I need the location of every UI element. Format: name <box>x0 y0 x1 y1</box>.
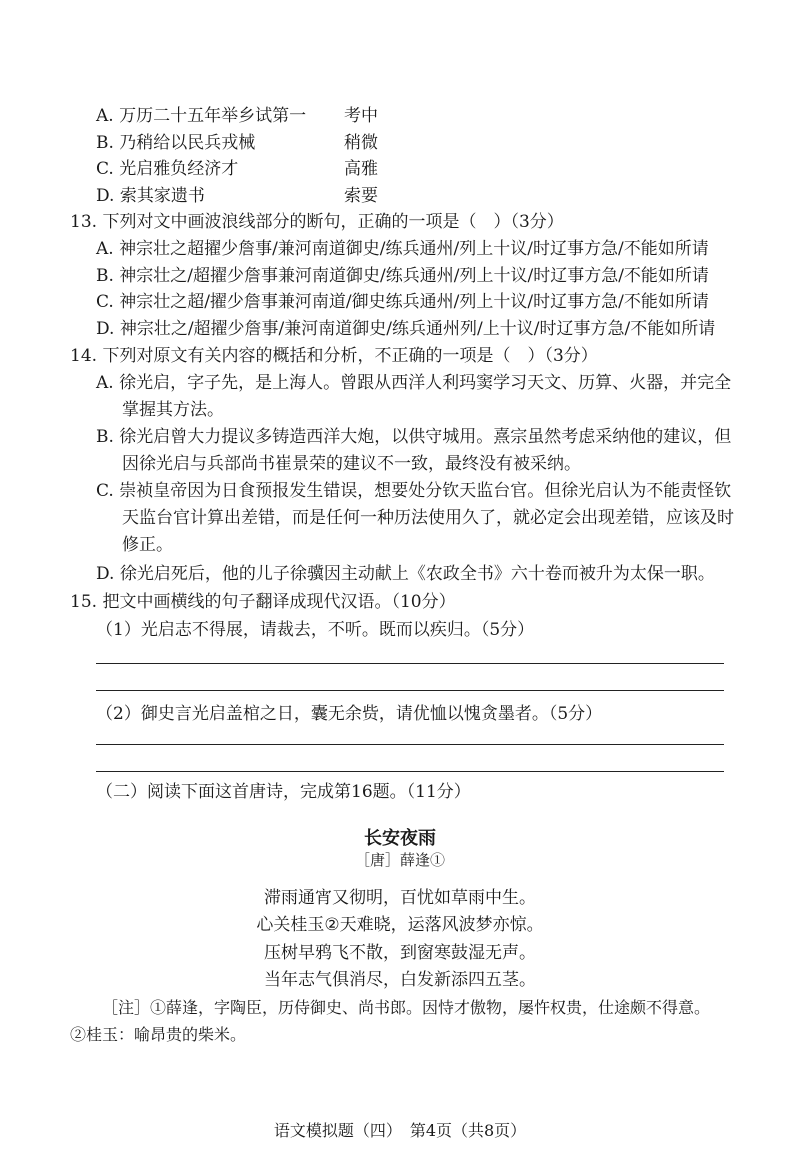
q14-option-a-line2: 掌握其方法。 <box>122 400 224 420</box>
q12-option-c-meaning: 高雅 <box>344 159 378 179</box>
answer-line[interactable] <box>96 663 724 664</box>
q12-option-c-text: C. 光启雅负经济才 <box>96 159 239 179</box>
q13-option-d: D. 神宗壮之/超擢少詹事/兼河南道御史/练兵通州列/上十议/时辽事方急/不能如所请 <box>96 319 716 339</box>
poem-line-4: 当年志气俱消尽，白发新添四五茎。 <box>264 970 536 990</box>
answer-line[interactable] <box>96 744 724 745</box>
q13-stem: 13. 下列对文中画波浪线部分的断句，正确的一项是（ ）（3分） <box>70 212 564 232</box>
q14-option-b-line1: B. 徐光启曾大力提议多铸造西洋大炮，以供守城用。熹宗虽然考虑采纳他的建议，但 <box>96 427 732 447</box>
q14-option-d: D. 徐光启死后，他的儿子徐骥因主动献上《农政全书》六十卷而被升为太保一职。 <box>96 564 715 584</box>
poem-title: 长安夜雨 <box>364 828 436 849</box>
poem-note-1: ［注］①薛逢，字陶臣，历侍御史、尚书郎。因恃才傲物，屡忤权贵，仕途颇不得意。 <box>102 998 711 1017</box>
q13-option-a: A. 神宗壮之超擢少詹事/兼河南道御史/练兵通州/列上十议/时辽事方急/不能如所请 <box>96 239 709 259</box>
poem-line-1: 滞雨通宵又彻明，百忧如草雨中生。 <box>264 888 536 908</box>
answer-line[interactable] <box>96 771 724 772</box>
q14-stem: 14. 下列对原文有关内容的概括和分析，不正确的一项是（ ）（3分） <box>70 346 598 366</box>
q14-option-c-line2: 天监台官计算出差错，而是任何一种历法使用久了，就必定会出现差错，应该及时 <box>122 508 734 528</box>
q15-sub1: （1）光启志不得展，请裁去，不听。既而以疾归。（5分） <box>96 620 535 640</box>
section-heading: （二）阅读下面这首唐诗，完成第16题。（11分） <box>96 782 471 802</box>
q13-option-b: B. 神宗壮之/超擢少詹事兼河南道御史/练兵通州/列上十议/时辽事方急/不能如所请 <box>96 266 709 286</box>
q14-option-a-line1: A. 徐光启，字子先，是上海人。曾跟从西洋人利玛窦学习天文、历算、火器，并完全 <box>96 373 732 393</box>
q12-option-b-text: B. 乃稍给以民兵戎械 <box>96 133 256 153</box>
q12-option-b-meaning: 稍微 <box>344 133 378 153</box>
poem-line-3: 压树早鸦飞不散，到窗寒鼓湿无声。 <box>264 943 536 963</box>
q12-option-d-meaning: 索要 <box>344 186 378 206</box>
q15-stem: 15. 把文中画横线的句子翻译成现代汉语。（10分） <box>70 592 456 612</box>
answer-line[interactable] <box>96 690 724 691</box>
q13-option-c: C. 神宗壮之超/擢少詹事兼河南道/御史练兵通州/列上十议/时辽事方急/不能如所请 <box>96 292 709 312</box>
q14-option-c-line3: 修正。 <box>122 535 173 555</box>
q15-sub2: （2）御史言光启盖棺之日，囊无余赀，请优恤以愧贪墨者。（5分） <box>96 704 603 724</box>
poem-note-2: ②桂玉：喻昂贵的柴米。 <box>70 1025 247 1044</box>
poem-author: ［唐］薛逢① <box>354 851 445 869</box>
q12-option-d-text: D. 索其家遗书 <box>96 186 205 206</box>
q12-option-a-text: A. 万历二十五年举乡试第一 <box>96 106 307 126</box>
poem-line-2: 心关桂玉②天难晓，运落风波梦亦惊。 <box>256 915 544 935</box>
q14-option-b-line2: 因徐光启与兵部尚书崔景荣的建议不一致，最终没有被采纳。 <box>122 454 581 474</box>
q14-option-c-line1: C. 崇祯皇帝因为日食预报发生错误，想要处分钦天监台官。但徐光启认为不能责怪钦 <box>96 481 732 501</box>
q12-option-a-meaning: 考中 <box>344 106 378 126</box>
page-footer: 语文模拟题（四） 第4页（共8页） <box>273 1121 527 1140</box>
